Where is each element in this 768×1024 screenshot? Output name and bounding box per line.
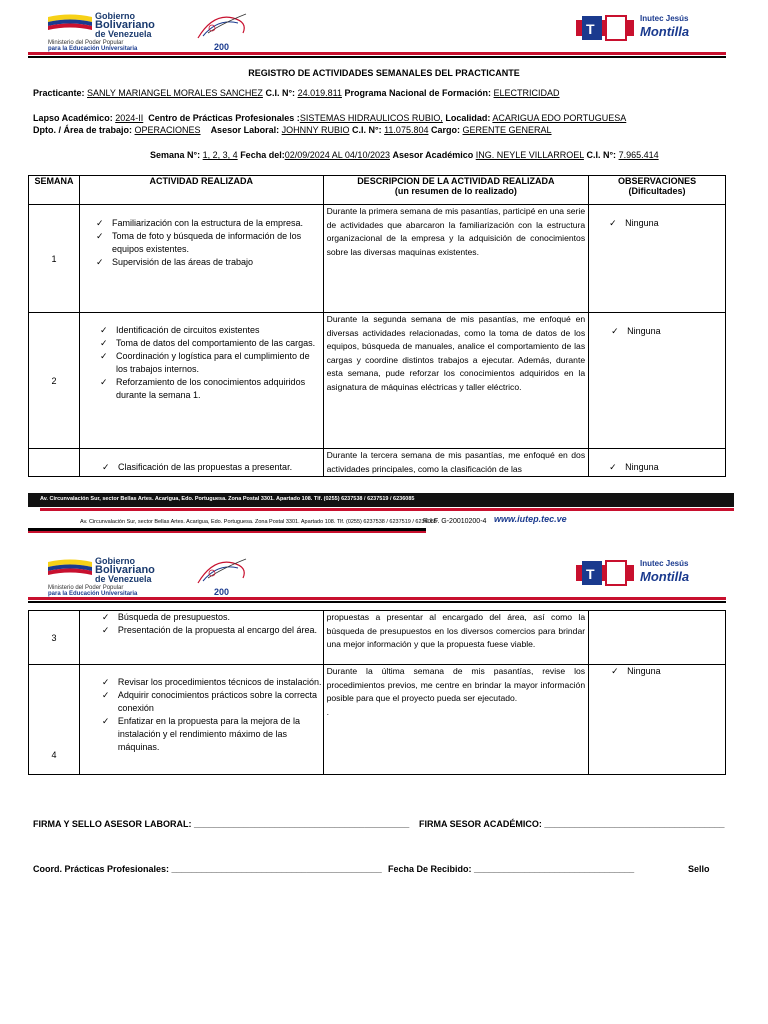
svg-text:200: 200	[214, 42, 230, 52]
gov-logo-text: Gobierno Bolivariano de Venezuela	[95, 556, 155, 584]
col-header-semana: SEMANA	[29, 176, 80, 205]
list-item: ✓ Toma de foto y búsqueda de información de los equipos existentes.	[94, 230, 323, 256]
list-item: ✓ Toma de datos del comportamiento de las cargas.	[98, 337, 323, 350]
list-item: ✓ Búsqueda de presupuestos.	[100, 611, 323, 624]
header-divider-red	[28, 52, 726, 55]
list-item: ✓ Identificación de circuitos existentes	[98, 324, 323, 337]
iutp-name-big: Montilla	[640, 24, 690, 39]
footer-web-link[interactable]: www.iutep.tec.ve	[494, 514, 567, 524]
header-divider-black	[28, 56, 726, 58]
footer-red-line	[40, 508, 734, 511]
bicentennial-logo-icon	[188, 553, 258, 599]
info-line-3: Dpto. / Área de trabajo: OPERACIONES Asesor Laboral: JOHNNY RUBIO C.I. N°: 11.075.804 Cargo: GERENTE GENERAL	[33, 125, 552, 135]
description-cell: Durante la última semana de mis pasantías, revise los procedimientos previos, me centre en brindar la mayor información posible para que el proyecto pueda ser ejecutado. .	[323, 665, 589, 775]
footer-address-1: Av. Circunvalación Sur, sector Bellas Artes. Acarigua, Edo. Portuguesa. Zona Postal 3301. Apartado 108. Tlf. (0255) 6237538 / 6237519 / 6236085	[40, 496, 415, 502]
iutp-name-big: Montilla	[640, 569, 690, 584]
svg-text:200: 200	[214, 587, 230, 597]
week-number: 2	[29, 313, 80, 449]
fecha-recibido: Fecha De Recibido: ________________________________	[388, 864, 635, 874]
table-row	[29, 205, 726, 313]
activities-cell	[79, 449, 323, 477]
svg-text:T: T	[586, 21, 595, 37]
table-row	[29, 449, 726, 477]
list-item: ✓ Presentación de la propuesta al encargo del área.	[100, 624, 323, 637]
table-row	[29, 611, 726, 665]
week-number: 3	[29, 611, 80, 665]
gov-logo-text: Gobierno Bolivariano de Venezuela	[95, 11, 155, 39]
activities-table	[28, 175, 726, 477]
table-row	[29, 313, 726, 449]
activities-table-continued	[28, 610, 726, 775]
description-cell: Durante la primera semana de mis pasantías, participé en una serie de actividades que abarcaron la familiarización con la estructura organizacional de la empresa y la adquisición de conocimientos sobre las diversas maquinas existentes.	[323, 205, 589, 313]
iutp-name-small: Inutec Jesús	[640, 559, 689, 568]
bicentennial-logo-icon	[188, 8, 258, 54]
observation-cell: ✓ Ninguna	[589, 665, 726, 775]
list-item: ✓ Clasificación de las propuestas a presentar.	[100, 461, 323, 474]
practicante-name: SANLY MARIANGEL MORALES SANCHEZ	[87, 88, 263, 98]
iutp-logo-icon	[576, 14, 634, 42]
week-number: 1	[29, 205, 80, 313]
coord-practicas: Coord. Prácticas Profesionales: __________________________________________	[33, 864, 382, 874]
activities-cell	[79, 313, 323, 449]
footer-rif: R.I.F. G-20010200-4	[423, 518, 487, 525]
info-line-4: Semana N°: 1, 2, 3, 4 Fecha del:02/09/2024 AL 04/10/2023 Asesor Académico ING. NEYLE VILLARROEL C.I. N°: 7.965.414	[150, 150, 659, 160]
col-header-observaciones: OBSERVACIONES (Dificultades)	[589, 176, 726, 205]
observation-cell: ✓ Ninguna	[589, 205, 726, 313]
list-item: ✓ Enfatizar en la propuesta para la mejora de la instalación y el rendimiento máximo de las máquinas.	[100, 715, 323, 754]
col-header-descripcion: DESCRIPCION DE LA ACTIVIDAD REALIZADA (un resumen de lo realizado)	[323, 176, 589, 205]
week-number	[29, 449, 80, 477]
list-item: ✓ Familiarización con la estructura de la empresa.	[94, 217, 323, 230]
list-item: ✓ Supervisión de las áreas de trabajo	[94, 256, 323, 269]
footer-address-2: Av. Circunvalación Sur, sector Bellas Artes. Acarigua, Edo. Portuguesa. Zona Postal 3301. Apartado 108. Tlf. (0255) 6237538 / 6237519 / 6236085	[80, 519, 437, 525]
info-line-2: Lapso Académico: 2024-II Centro de Prácticas Profesionales :SISTEMAS HIDRAULICOS RUBIO, Localidad: ACARIGUA EDO PORTUGUESA	[33, 113, 627, 123]
firma-asesor-laboral: FIRMA Y SELLO ASESOR LABORAL: ___________________________________________	[33, 819, 410, 829]
header-divider-black	[28, 601, 726, 603]
observation-cell	[589, 611, 726, 665]
table-header-row	[29, 176, 726, 205]
activities-cell	[79, 665, 323, 775]
list-item: ✓ Adquirir conocimientos prácticos sobre la correcta conexión	[100, 689, 323, 715]
iutp-logo-icon	[576, 559, 634, 587]
footer-band-black	[28, 493, 734, 507]
ministry-text: Ministerio del Poder Popular para la Educación Universitaria	[48, 585, 138, 597]
observation-cell: ✓ Ninguna	[589, 449, 726, 477]
document-title: REGISTRO DE ACTIVIDADES SEMANALES DEL PRACTICANTE	[248, 68, 520, 78]
list-item: ✓ Revisar los procedimientos técnicos de instalación.	[100, 676, 323, 689]
iutp-name-small: Inutec Jesús	[640, 14, 689, 23]
venezuela-flag-icon	[48, 559, 92, 575]
svg-text:T: T	[586, 566, 595, 582]
col-header-actividad: ACTIVIDAD REALIZADA	[79, 176, 323, 205]
observation-cell: ✓ Ninguna	[589, 313, 726, 449]
footer-red-line-2	[28, 531, 426, 533]
info-line-1: Practicante: SANLY MARIANGEL MORALES SANCHEZ C.I. N°: 24.019.811 Programa Nacional de Formación: ELECTRICIDAD	[33, 88, 560, 98]
activities-cell	[79, 205, 323, 313]
description-cell: Durante la tercera semana de mis pasantías, me enfoqué en dos actividades principales, como la clasificación de las	[323, 449, 589, 477]
venezuela-flag-icon	[48, 14, 92, 30]
header-divider-red	[28, 597, 726, 600]
list-item: ✓ Coordinación y logística para el cumplimiento de los trabajos internos.	[98, 350, 323, 376]
week-number: 4	[29, 665, 80, 775]
table-row	[29, 665, 726, 775]
sello-label: Sello	[688, 864, 710, 874]
description-cell: Durante la segunda semana de mis pasantías, me enfoqué en diversas actividades relacionadas, como la toma de datos de los equipos, búsqueda de manuales, analice el comportamiento de las cargas y coordine distintos trabajos a ejecutar. Además, durante esta semana, pude reforzar los conocimientos adquiridos en la asignatura de máquinas eléctricas y taller eléctrico.	[323, 313, 589, 449]
activities-cell	[79, 611, 323, 665]
description-cell: propuestas a presentar al encargado del área, así como la búsqueda de presupuestos en los diversos comercios para brindar una mejor información y que la propuesta fuese viable.	[323, 611, 589, 665]
ministry-text: Ministerio del Poder Popular para la Educación Universitaria	[48, 40, 138, 52]
firma-asesor-academico: FIRMA SESOR ACADÉMICO: ____________________________________	[419, 819, 725, 829]
list-item: ✓ Reforzamiento de los conocimientos adquiridos durante la semana 1.	[98, 376, 323, 402]
